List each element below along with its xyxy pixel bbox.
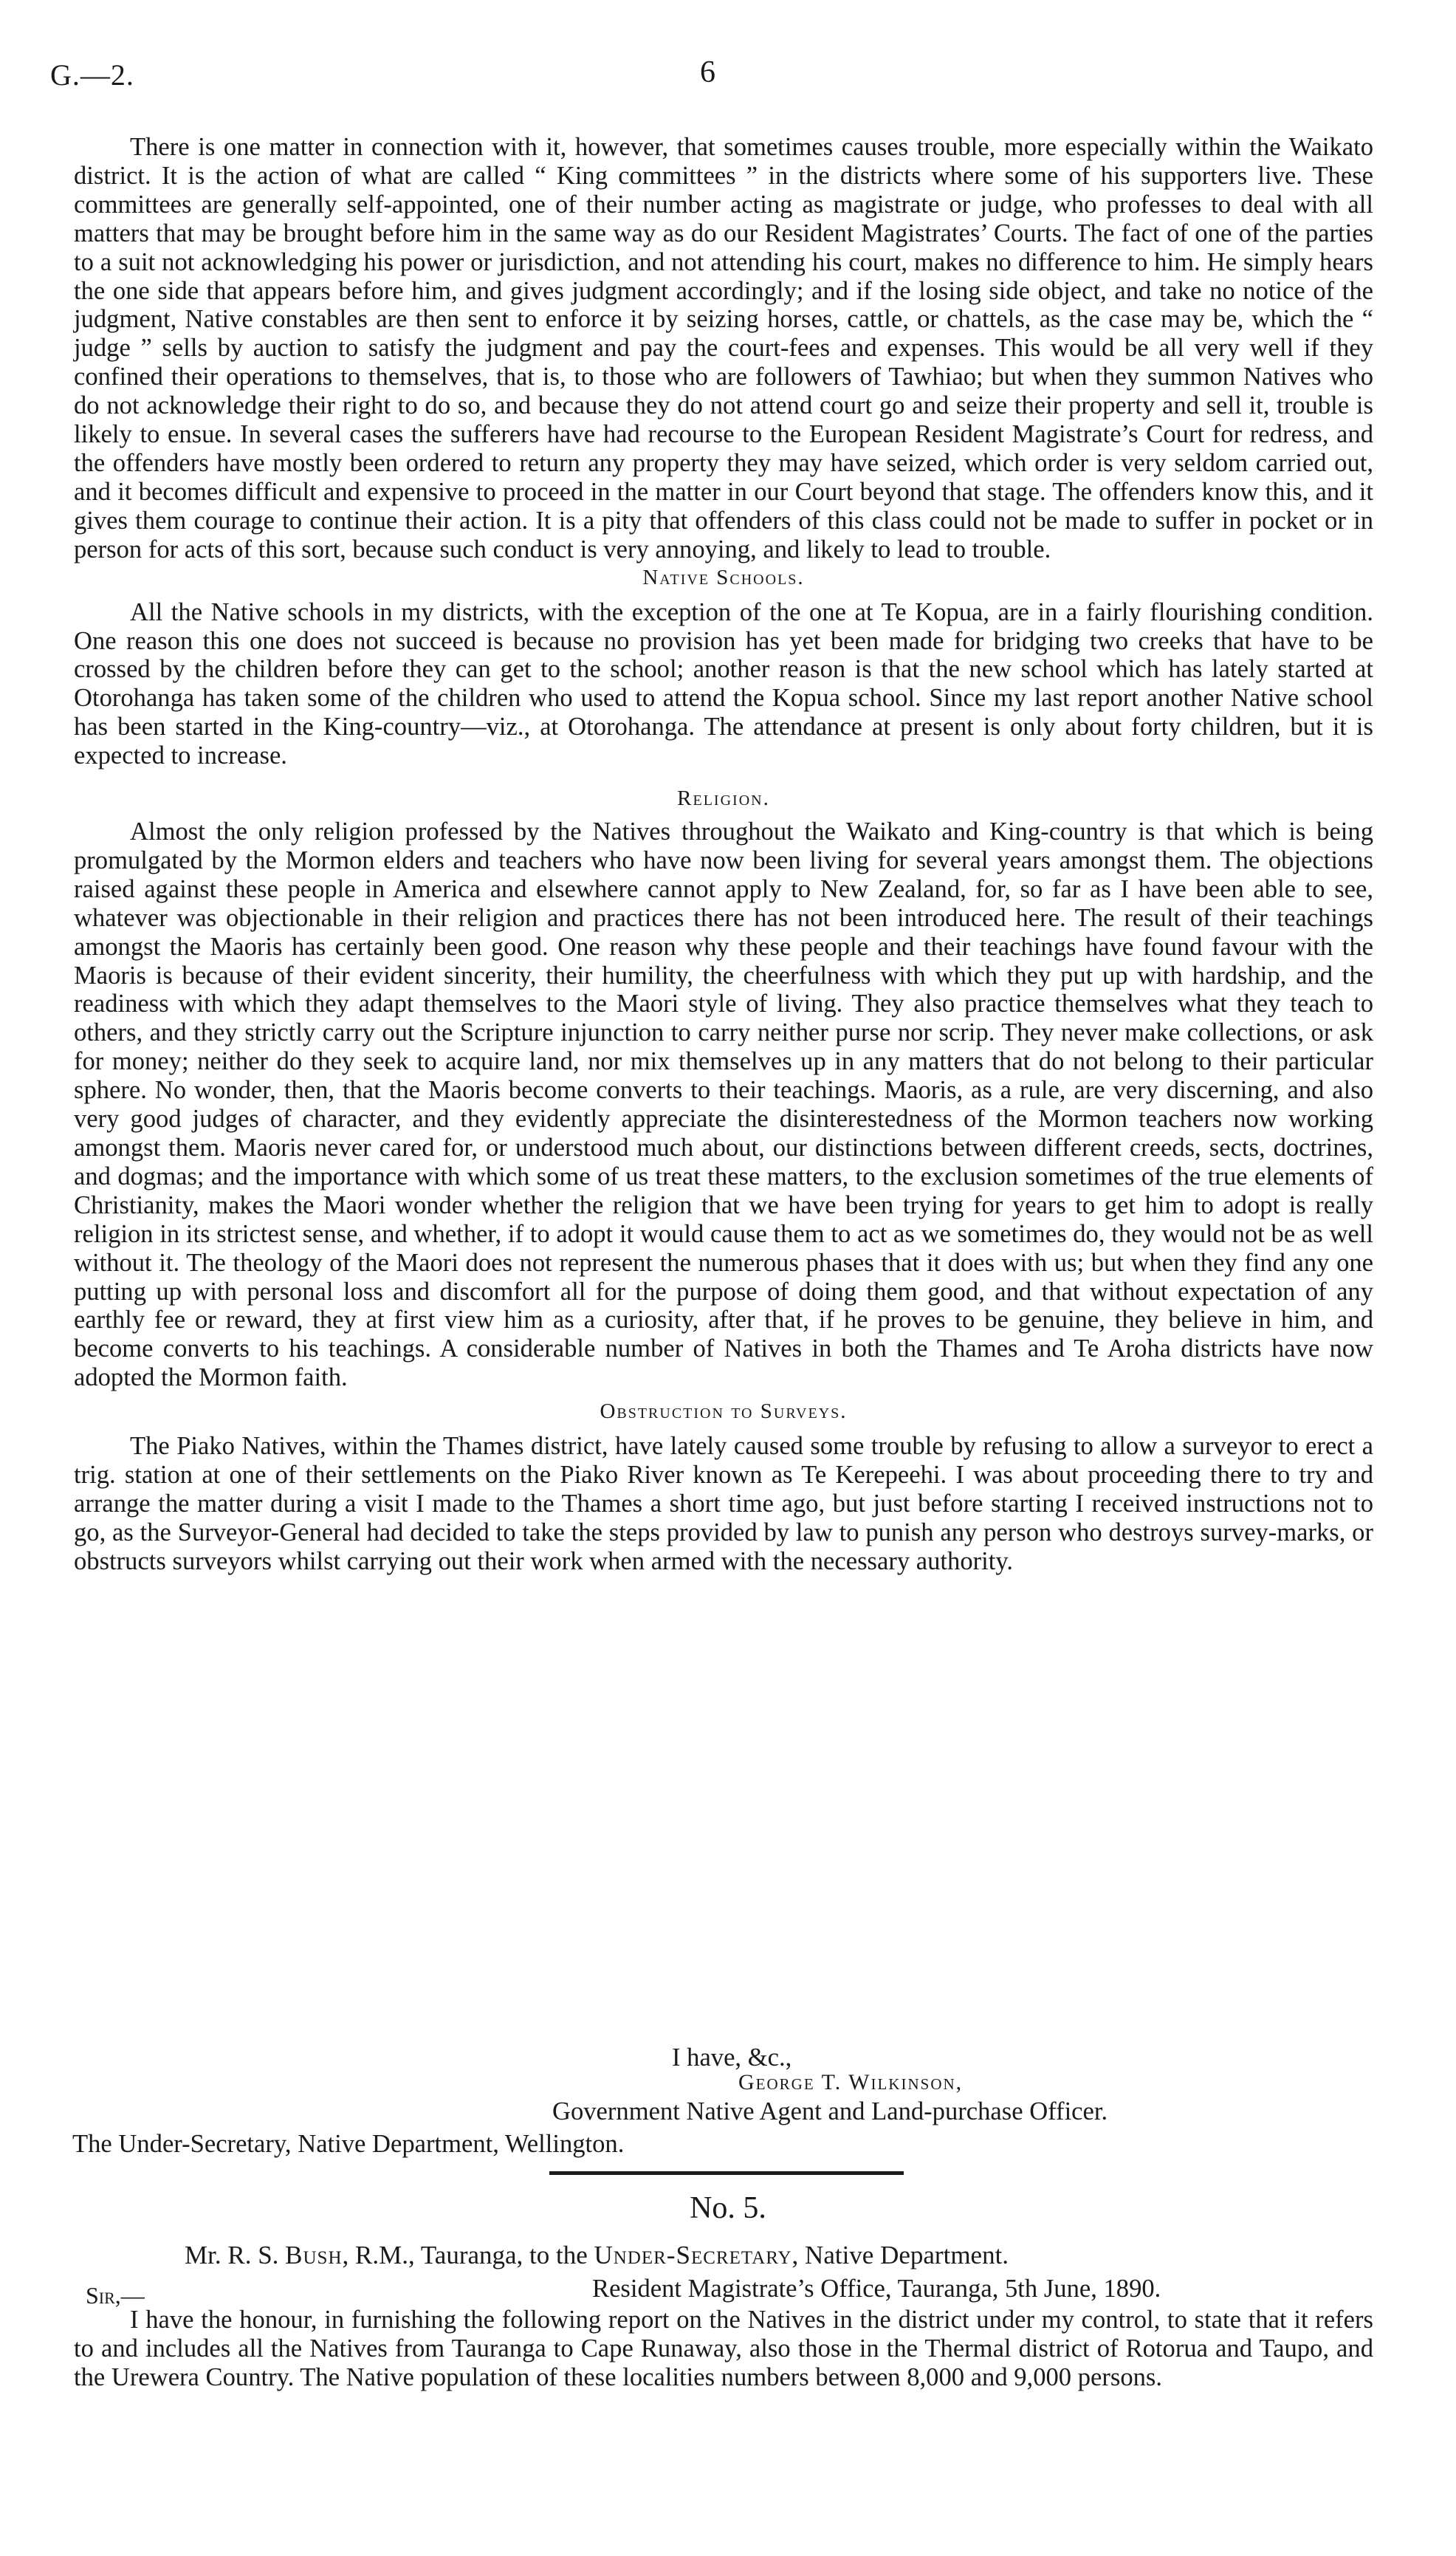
- letter-body: [74, 2306, 1373, 2392]
- letter-from-name: Bush: [285, 2241, 343, 2269]
- report-body: [74, 133, 1373, 1576]
- addressee: The Under-Secretary, Native Department, Wellington.: [72, 2130, 625, 2158]
- salutation: Sir,—: [86, 2282, 145, 2309]
- page-number: 6: [700, 55, 715, 89]
- signatory-title: Government Native Agent and Land-purchase Officer.: [552, 2097, 1108, 2125]
- letter-to: Under-Secretary: [594, 2241, 792, 2269]
- heading-native-schools: Native Schools.: [642, 565, 805, 589]
- heading-obstruction-to-surveys: Obstruction to Surveys.: [600, 1399, 848, 1424]
- paragraph-surveys: The Piako Natives, within the Thames district, have lately caused some trouble by refusing to allow a surveyor to erect a trig. station at one of their settlements on the Piako River known as Te Kerepeehi. I was about proceeding there to try and arrange the matter during a visit I made to the Thames a short time ago, but just before starting I received instructions not to go, as the Surveyor-General had decided to take the steps provided by law to punish any person who destroys survey-marks, or obstructs surveyors whilst carrying out their work when armed with the necessary authority.: [74, 1432, 1373, 1575]
- valediction: I have, &c.,: [672, 2043, 792, 2072]
- heading-religion: Religion.: [677, 787, 770, 811]
- letter-number: No. 5.: [690, 2191, 766, 2225]
- signatory-name: George T. Wilkinson,: [738, 2070, 964, 2094]
- section-divider: [549, 2171, 904, 2175]
- letter-from-prefix: Mr. R. S.: [185, 2241, 286, 2269]
- letter-to-rest: , Native Department.: [791, 2241, 1009, 2269]
- office-and-date: Resident Magistrate’s Office, Tauranga, 5th June, 1890.: [592, 2275, 1161, 2303]
- letter-heading: [185, 2241, 1009, 2270]
- letter-from-rest: , R.M., Tauranga, to the: [342, 2241, 594, 2269]
- paragraph-opening: I have the honour, in furnishing the following report on the Natives in the district under my control, to state that it refers to and includes all the Natives from Tauranga to Cape Runaway, also those in the Thermal district of Rotorua and Taupo, and the Urewera Country. The Native population of these localities numbers between 8,000 and 9,000 persons.: [74, 2306, 1373, 2391]
- paragraph-king-committees: There is one matter in connection with it, however, that sometimes causes trouble, more especially within the Waikato district. It is the action of what are called “ King committees ” in the districts where some of his supporters live. These committees are generally self-appointed, one of their number acting as magistrate or judge, who professes to deal with all matters that may be brought before him in the same way as do our Resident Magistrates’ Courts. The fact of one of the parties to a suit not acknowledging his power or jurisdiction, and not attending his court, makes no difference to him. He simply hears the one side that appears before him, and gives judgment accordingly; and if the losing side object, and take no notice of the judgment, Native constables are then sent to enforce it by seizing horses, cattle, or chattels, as the case may be, which the “ judge ” sells by auction to satisfy the judgment and pay the court-fees and expenses. This would be all very well if they confined their operations to themselves, that is, to those who are followers of Tawhiao; but when they summon Natives who do not acknowledge their right to do so, and because they do not attend court go and seize their property and sell it, trouble is likely to ensue. In several cases the sufferers have had recourse to the European Resident Magistrate’s Court for redress, and the offenders have mostly been ordered to return any property they may have seized, which order is very seldom carried out, and it becomes difficult and expensive to proceed in the matter in our Court beyond that stage. The offenders know this, and it gives them courage to continue their action. It is a pity that offenders of this class could not be made to suffer in pocket or in person for acts of this sort, because such conduct is very annoying, and likely to lead to trouble.: [74, 133, 1373, 563]
- paragraph-religion: Almost the only religion professed by the Natives throughout the Waikato and King-country is that which is being promulgated by the Mormon elders and teachers who have now been living for several years amongst them. The objections raised against these people in America and elsewhere cannot apply to New Zealand, for, so far as I have been able to see, whatever was objectionable in their religion and practices there has not been introduced here. The result of their teachings amongst the Maoris has certainly been good. One reason why these people and their teachings have found favour with the Maoris is because of their evident sincerity, their humility, the cheerfulness with which they put up with hardship, and the readiness with which they adapt themselves to the Maori style of living. They also practice themselves what they teach to others, and they strictly carry out the Scripture injunction to carry neither purse nor scrip. They never make collections, or ask for money; neither do they seek to acquire land, nor mix themselves up in any matters that do not belong to their particular sphere. No wonder, then, that the Maoris become converts to their teachings. Maoris, as a rule, are very discerning, and also very good judges of character, and they evidently appreciate the disinterestedness of the Mormon teachers now working amongst them. Maoris never cared for, or understood much about, our distinctions between different creeds, sects, doctrines, and dogmas; and the importance with which some of us treat these matters, to the exclusion sometimes of the true elements of Christianity, makes the Maori wonder whether the religion that we have been trying for years to get him to adopt is really religion in its strictest sense, and whether, if to adopt it would cause them to act as we sometimes do, they would not be as well without it. The theology of the Maori does not represent the numerous phases that it does with us; but when they find any one putting up with personal loss and discomfort all for the purpose of doing them good, and that without expectation of any earthly fee or reward, they at first view him as a curiosity, after that, if he proves to be genuine, they believe in him, and become converts to his teachings. A considerable number of Natives in both the Thames and Te Aroha districts have now adopted the Mormon faith.: [74, 818, 1373, 1392]
- paragraph-native-schools: All the Native schools in my districts, with the exception of the one at Te Kopua, are in a fairly flourishing condition. One reason this one does not succeed is because no provision has yet been made for bridging two creeks that have to be crossed by the children before they can get to the school; another reason is that the new school which has lately started at Otorohanga has taken some of the children who used to attend the Kopua school. Since my last report another Native school has been started in the King-country—viz., at Otorohanga. The attendance at present is only about forty children, but it is expected to increase.: [74, 597, 1373, 770]
- document-reference: G.—2.: [50, 58, 134, 92]
